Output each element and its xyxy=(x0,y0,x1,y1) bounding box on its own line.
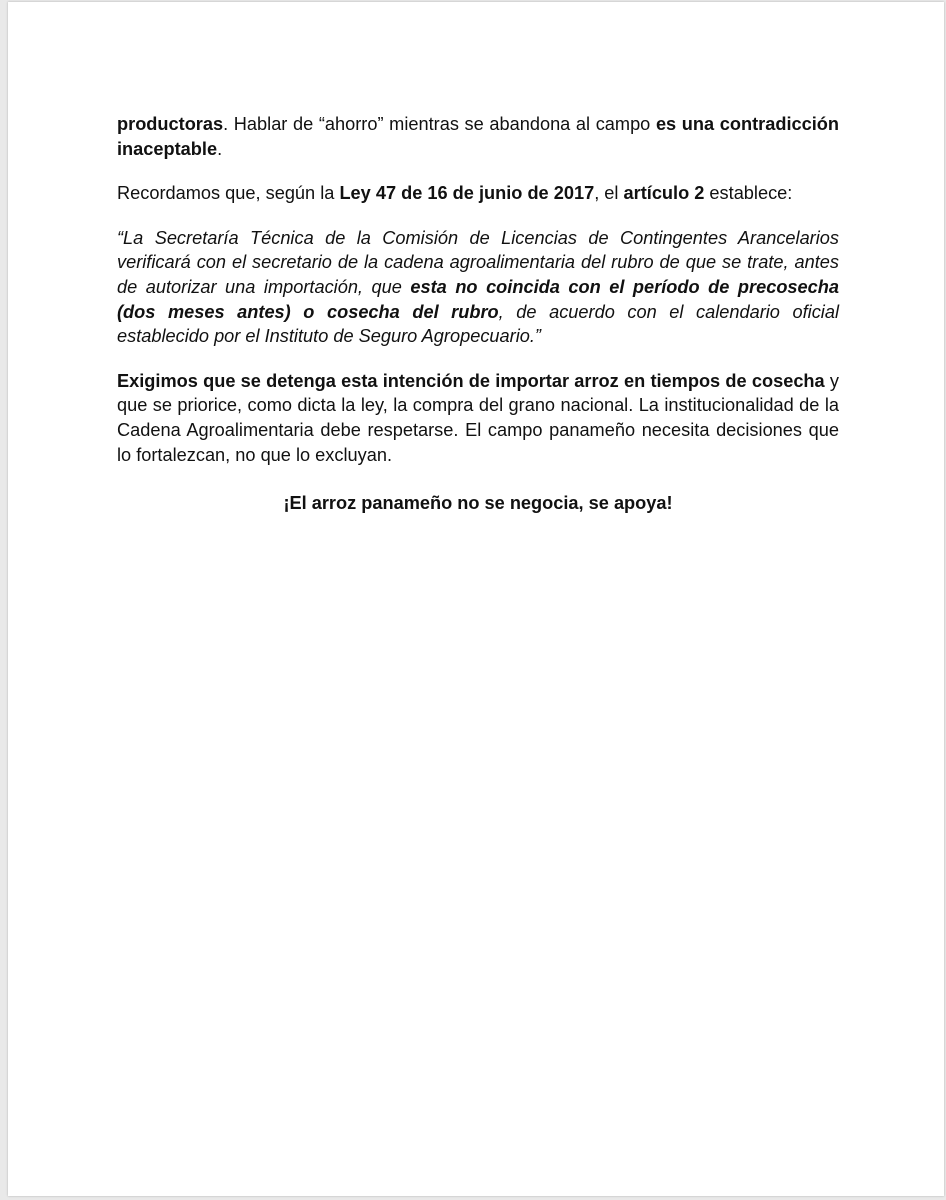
bold-law: Ley 47 de 16 de junio de 2017 xyxy=(339,183,595,204)
paragraph-2 xyxy=(117,181,839,206)
closing-statement: ¡El arroz panameño no se negocia, se apoya! xyxy=(283,493,673,514)
bold-contradiccion: es una contradicción inaceptable xyxy=(117,114,840,159)
quote-bold: esta no coincida con el período de precosecha (dos meses antes) o cosecha del rubro xyxy=(117,276,839,322)
quote-end: , de acuerdo con el calendario oficial establecido por el Instituto de Seguro Agropecuario.” xyxy=(117,301,839,347)
paragraph-1-end: . xyxy=(217,138,223,159)
bold-productoras: productoras xyxy=(117,114,224,134)
law-quote xyxy=(117,226,839,349)
paragraph-4-text: y que se priorice, como dicta la ley, la compra del grano nacional. La institucionalidad de la Cadena Agroalimentaria debe respetarse. El campo panameño necesita decisiones que lo fortalezcan, no que lo excluyan. xyxy=(117,370,840,465)
document-page xyxy=(8,2,944,1196)
paragraph-1 xyxy=(117,112,839,161)
document-body xyxy=(117,112,839,516)
paragraph-2-start: Recordamos que, según la xyxy=(117,183,340,204)
quote-start: “La Secretaría Técnica de la Comisión de Licencias de Contingentes Arancelarios verificará con el secretario de la cadena agroalimentaria del rubro de que se trate, antes de autorizar una importación, que xyxy=(117,227,839,297)
paragraph-2-end: establece: xyxy=(704,183,793,204)
bold-article: artículo 2 xyxy=(623,183,705,204)
paragraph-2-mid: , el xyxy=(594,183,624,204)
bold-exigimos: Exigimos que se detenga esta intención de importar arroz en tiempos de cosecha xyxy=(117,370,825,391)
paragraph-4 xyxy=(117,369,839,467)
paragraph-1-text: . Hablar de “ahorro” mientras se abandona al campo xyxy=(223,114,656,134)
